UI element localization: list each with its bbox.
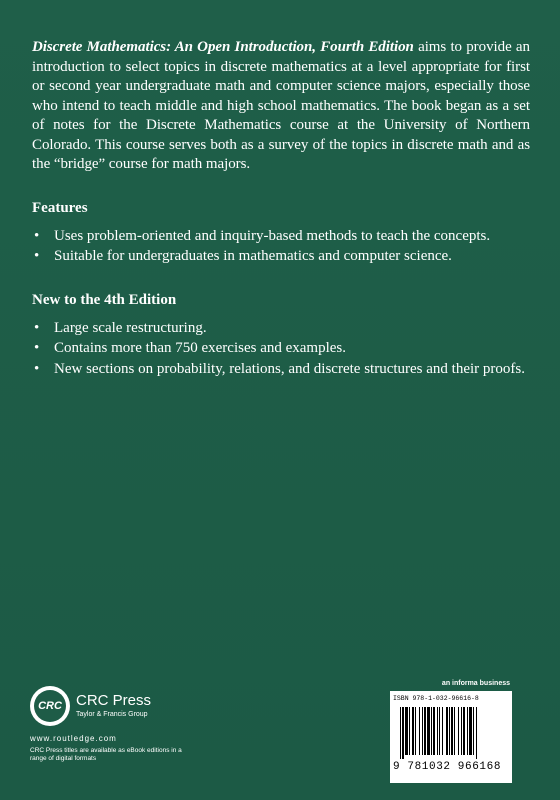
features-list xyxy=(32,227,530,267)
crc-logo-letters: CRC xyxy=(34,690,66,722)
bullet-icon: • xyxy=(34,340,40,356)
barcode-bar xyxy=(409,707,410,755)
book-title: Discrete Mathematics: An Open Introduction, Fourth Edition xyxy=(32,39,414,55)
barcode-bar xyxy=(405,707,408,755)
bullet-icon: • xyxy=(34,227,40,244)
barcode-icon xyxy=(400,707,506,759)
new-edition-list xyxy=(32,319,530,380)
intro-paragraph xyxy=(32,38,530,175)
publisher-name: CRC Press xyxy=(76,692,152,709)
barcode-bar xyxy=(431,707,432,755)
cover-text-block xyxy=(32,38,530,380)
publisher-logo xyxy=(30,686,260,726)
list-item: • Contains more than 750 exercises and examples. xyxy=(32,339,530,359)
publisher-website: www.routledge.com xyxy=(30,734,117,743)
features-heading: Features xyxy=(32,199,88,216)
barcode-bar xyxy=(437,707,438,755)
barcode-bar xyxy=(476,707,477,759)
barcode-bar xyxy=(427,707,430,755)
barcode-bar xyxy=(433,707,435,755)
barcode-bar xyxy=(451,707,453,755)
barcode-bar xyxy=(422,707,423,755)
barcode-bar xyxy=(449,707,450,755)
barcode-bar xyxy=(458,707,459,755)
barcode-bar xyxy=(473,707,474,755)
barcode-bar xyxy=(461,707,462,755)
bullet-icon: • xyxy=(34,360,40,377)
barcode-bar xyxy=(419,707,420,755)
barcode-bar xyxy=(467,707,468,755)
publisher-group: Taylor & Francis Group xyxy=(76,711,148,718)
barcode-bar xyxy=(439,707,440,755)
barcode-bar xyxy=(400,707,401,759)
barcode-bar xyxy=(415,707,416,755)
ebook-note: CRC Press titles are available as eBook editions in a range of digital formats xyxy=(30,747,182,762)
publisher-block xyxy=(30,686,260,763)
bullet-icon: • xyxy=(34,248,40,264)
barcode-box xyxy=(390,691,512,783)
informa-tagline: an informa business xyxy=(441,680,510,687)
barcode-bar xyxy=(412,707,414,755)
barcode-bar xyxy=(463,707,465,755)
barcode-bar xyxy=(454,707,455,755)
barcode-bar xyxy=(402,707,404,759)
barcode-area xyxy=(390,680,510,783)
list-item: • Large scale restructuring. xyxy=(32,319,530,339)
crc-logo-icon xyxy=(30,686,70,726)
bullet-icon: • xyxy=(34,319,40,336)
barcode-bar xyxy=(442,707,443,755)
new-edition-heading: New to the 4th Edition xyxy=(32,291,177,308)
barcode-bar xyxy=(446,707,448,755)
barcode-bar xyxy=(469,707,472,755)
barcode-digits: 9 781032 966168 xyxy=(393,761,502,773)
list-item: • Uses problem-oriented and inquiry-based methods to teach the concepts. xyxy=(32,227,530,247)
isbn-text: ISBN 978-1-032-96616-8 xyxy=(393,695,479,702)
list-item: • New sections on probability, relations, and discrete structures and their proofs. xyxy=(32,360,530,380)
list-item: • Suitable for undergraduates in mathematics and computer science. xyxy=(32,247,530,267)
intro-text: aims to provide an introduction to select topics in discrete mathematics at a level appropriate for first or second year undergraduate math and computer science majors, especially those who intend to teach middle and high school mathematics. The book began as a set of notes for the Discrete Mathematics course at the University of Northern Colorado. This course serves both as a survey of the topics in discrete math and as the “bridge” course for math majors. xyxy=(32,39,530,172)
barcode-bar xyxy=(424,707,426,755)
